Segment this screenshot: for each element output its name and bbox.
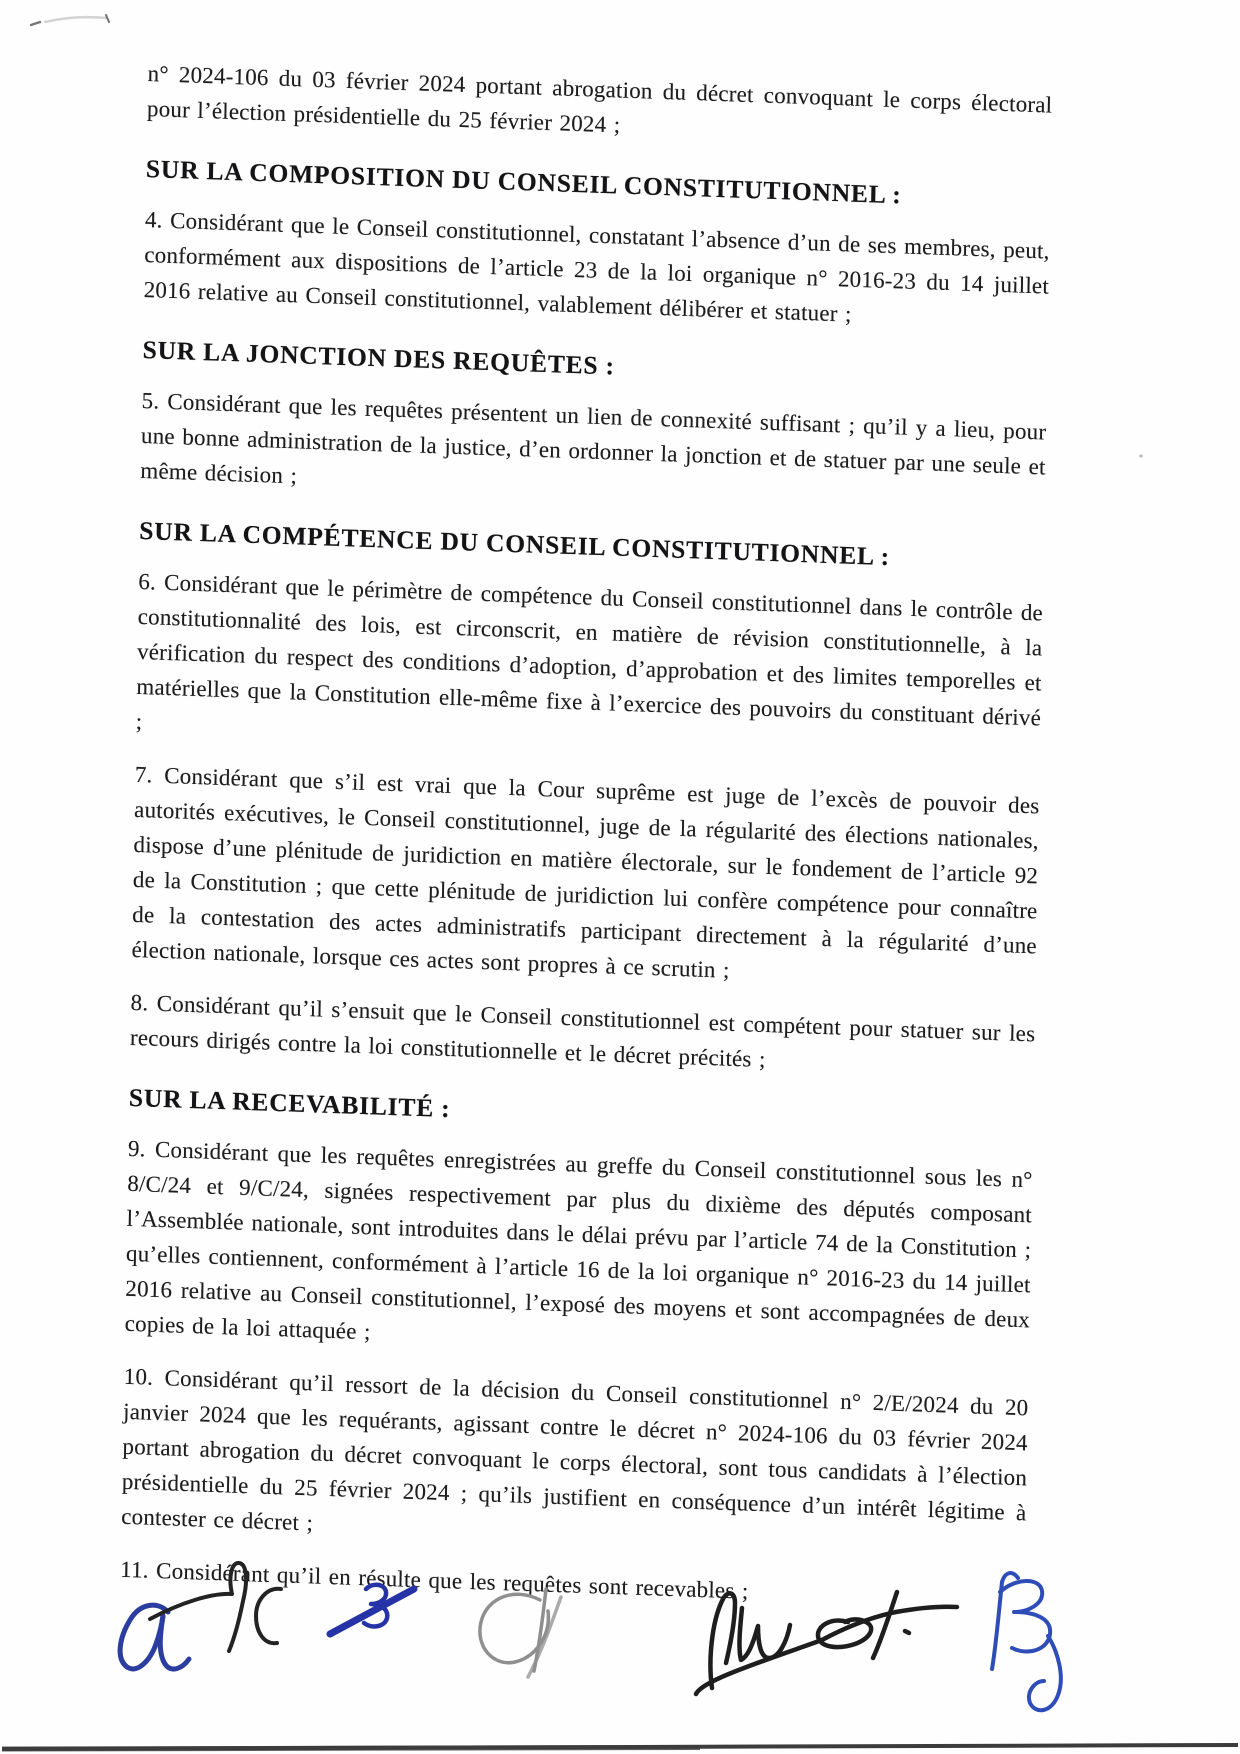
paragraph-5: 5. Considérant que les requêtes présentent un lien de connexité suffisant ; qu’il y a lieu, pour une bonne administration de la justice, d’en ordonner la jonction et de statuer par une seule et même décision ; [140, 387, 1047, 489]
paragraph-11: 11. Considérant qu’il en résulte que les requêtes sont recevables ; [120, 1556, 749, 1604]
paragraph-4: 4. Considérant que le Conseil constitutionnel, constatant l’absence d’un de ses membres, peut, conformément aux dispositions de l’article 23 de la loi organique n° 2016-23 du 14 juillet 2016 relative au Conseil constitutionnel, valablement délibérer et statuer ; [143, 206, 1050, 327]
paragraph-7: 7. Considérant que s’il est vrai que la Cour suprême est juge de l’excès de pouvoir des autorités exécutives, le Conseil constitutionnel, juge de la régularité des élections nationales, dispose d’une plénitude de juridiction en matière électorale, sur le fondement de l’article 92 de la Constitution ; que cette plénitude de juridiction lui confère compétence pour connaître de la contestation des actes administratifs participant directement à la régularité d’une élection nationale, lorsque ces actes sont propres à ce scrutin ; [131, 761, 1040, 983]
continuation-paragraph: n° 2024-106 du 03 février 2024 portant abrogation du décret convoquant le corps électoral pour l’élection présidentielle du 25 février 2024 ; [146, 60, 1053, 138]
heading-jonction-requetes: SUR LA JONCTION DES REQUÊTES : [142, 334, 616, 381]
heading-competence-conseil: SUR LA COMPÉTENCE DU CONSEIL CONSTITUTIONNEL : [139, 515, 891, 572]
paragraph-8: 8. Considérant qu’il s’ensuit que le Conseil constitutionnel est compétent pour statuer sur les recours dirigés contre la loi constitutionnelle et le décret précités ; [129, 989, 1036, 1073]
heading-composition-conseil: SUR LA COMPOSITION DU CONSEIL CONSTITUTIONNEL : [145, 153, 902, 210]
document-body [120, 56, 1053, 1618]
scan-edge-artifact [2, 1745, 1238, 1749]
pencil-mark [31, 15, 109, 25]
signature-3-grey [480, 1589, 561, 1677]
heading-recevabilite: SUR LA RECEVABILITÉ : [128, 1082, 451, 1124]
paragraph-10: 10. Considérant qu’il ressort de la décision du Conseil constitutionnel n° 2/E/2024 du 20 janvier 2024 que les requérants, agissant contre le décret n° 2024-106 du 03 février 2024 portant abrogation du décret convoquant le corps électoral, sont tous candidats à l’élection présidentielle du 25 février 2024 ; qu’ils justifient en conséquence d’un intérêt légitime à contester ce décret ; [121, 1363, 1029, 1536]
paragraph-9: 9. Considérant que les requêtes enregistrées au greffe du Conseil constitutionnel sous les n° 8/C/24 et 9/C/24, signées respectivement par plus du dixième des députés composant l’Assemblée nationale, sont introduites dans le délai prévu par l’article 74 de la Constitution ; qu’elles contiennent, conformément à l’article 16 de la loi organique n° 2016-23 du 14 juillet 2016 relative au Conseil constitutionnel, l’exposé des moyens et sont accompagnées de deux copies de la loi attaquée ; [124, 1135, 1033, 1345]
scan-speck [1139, 454, 1142, 457]
signature-1-blue [120, 1605, 189, 1669]
paragraph-6: 6. Considérant que le périmètre de compétence du Conseil constitutionnel dans le contrôle de constitutionnalité des lois, est circonscrit, en matière de révision constitutionnelle, à la vérification du respect des conditions d’adoption, d’approbation et des limites temporelles et matérielles que la Constitution elle-même fixe à l’exercice des pouvoirs du constituant dérivé ; [135, 568, 1044, 735]
